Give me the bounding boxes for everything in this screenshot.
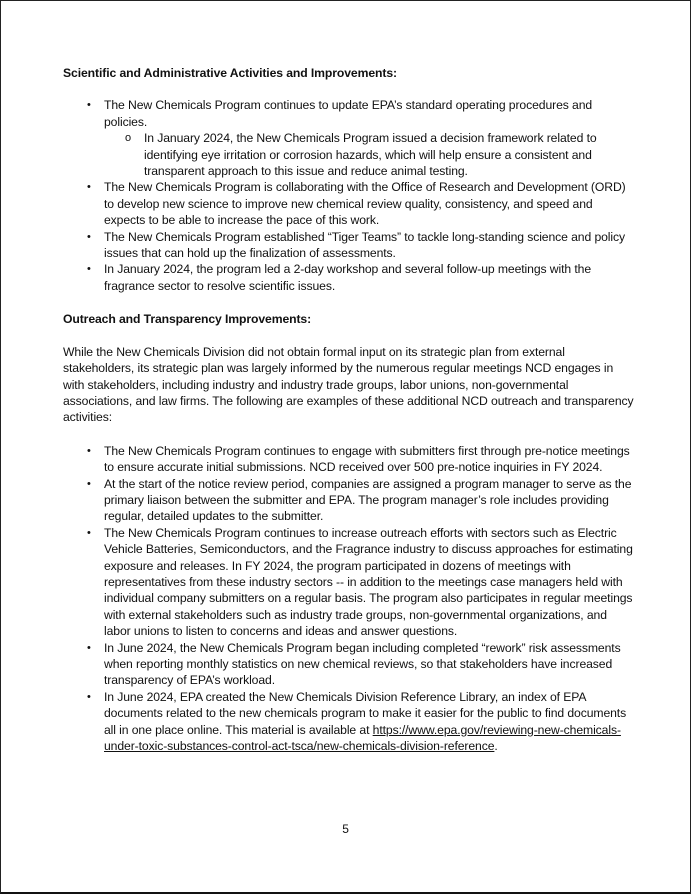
sub-list-item: [104, 130, 635, 179]
bullet-icon: •: [87, 444, 91, 457]
list-item-text: The New Chemicals Program continues to engage with submitters first through pre-notice meetings to ensure accurate initial submissions. NCD received over 500 pre-notice inquiries in FY 2024.: [104, 443, 630, 475]
list-item: [63, 525, 635, 640]
bullet-icon: •: [87, 477, 91, 490]
list-item: [63, 179, 635, 228]
list-item-text: In June 2024, the New Chemicals Program began including completed “rework” risk assessments when reporting monthly statistics on new chemical reviews, so that stakeholders have increased transparency of EPA’s workload.: [104, 640, 621, 688]
bullet-icon: •: [87, 526, 91, 539]
list-item-text: At the start of the notice review period, companies are assigned a program manager to serve as the primary liaison between the submitter and EPA. The program manager’s role includes providing regular, detailed updates to the submitter.: [104, 476, 632, 524]
list-item-text-end: .: [494, 739, 498, 754]
bullet-icon: •: [87, 181, 91, 194]
list-item-text: The New Chemicals Program continues to increase outreach efforts with sectors such as Electric Vehicle Batteries, Semiconductors, and the Fragrance industry to discuss approaches for estimating exposure and releases. In FY 2024, the program participated in dozens of meetings with representatives from these industry sectors -- in addition to the meetings case managers held with individual company submitters on a regular basis. The program also participates in regular meetings with external stakeholders such as industry trade groups, non-governmental organizations, and labor unions to listen to concerns and ideas and answer questions.: [104, 525, 633, 639]
list-item: [63, 689, 635, 755]
list-item: [63, 476, 635, 525]
outreach-bullet-list: [63, 443, 635, 755]
bullet-icon: •: [87, 99, 91, 112]
sub-list-item-text: In January 2024, the New Chemicals Program issued a decision framework related to identifying eye irritation or corrosion hazards, which will help ensure a consistent and transparent approach to this issue and reduce animal testing.: [144, 131, 597, 179]
list-item-text: The New Chemicals Program established “Tiger Teams” to tackle long-standing science and policy issues that can hold up the finalization of assessments.: [104, 229, 625, 261]
list-item-text: The New Chemicals Program continues to update EPA’s standard operating procedures and policies.: [104, 98, 593, 129]
section-heading-scientific: Scientific and Administrative Activities and Improvements:: [63, 66, 397, 80]
list-item: [63, 229, 635, 262]
bullet-icon: •: [87, 690, 91, 703]
list-item-text: In January 2024, the program led a 2-day workshop and several follow-up meetings with the fragrance sector to resolve scientific issues.: [104, 262, 592, 293]
section-heading-outreach: Outreach and Transparency Improvements:: [63, 312, 312, 327]
sub-bullet-list: [104, 130, 635, 179]
bullet-icon: •: [87, 263, 91, 276]
page-number: 5: [342, 822, 349, 836]
bullet-icon: •: [87, 641, 91, 654]
outreach-intro-paragraph: While the New Chemicals Division did not obtain formal input on its strategic plan from external stakeholders, its strategic plan was largely informed by the numerous regular meetings NCD engages in with stakeholders, including industry and industry trade groups, labor unions, non-governmental associations, and law firms. The following are examples of these additional NCD outreach and transparency activities:: [63, 344, 634, 425]
page-content: [63, 65, 635, 754]
list-item: [63, 443, 635, 476]
bullet-icon: •: [87, 230, 91, 243]
reference-library-link[interactable]: https://www.epa.gov/reviewing-new-chemicals-under-toxic-substances-control-act-tsca/new-chemicals-division-reference: [104, 722, 621, 754]
list-item-text: The New Chemicals Program is collaborating with the Office of Research and Development (ORD) to develop new science to improve new chemical review quality, consistency, and speed and expects to be able to increase the pace of this work.: [104, 180, 626, 228]
list-item: [63, 261, 635, 294]
scientific-bullet-list: [63, 97, 635, 294]
list-item: [63, 97, 635, 179]
list-item-text: In June 2024, EPA created the New Chemicals Division Reference Library, an index of EPA documents related to the new chemicals program to make it easier for the public to find documents all in one place online. This material is available at: [104, 689, 627, 737]
hollow-bullet-icon: o: [125, 132, 132, 145]
list-item: [63, 640, 635, 689]
